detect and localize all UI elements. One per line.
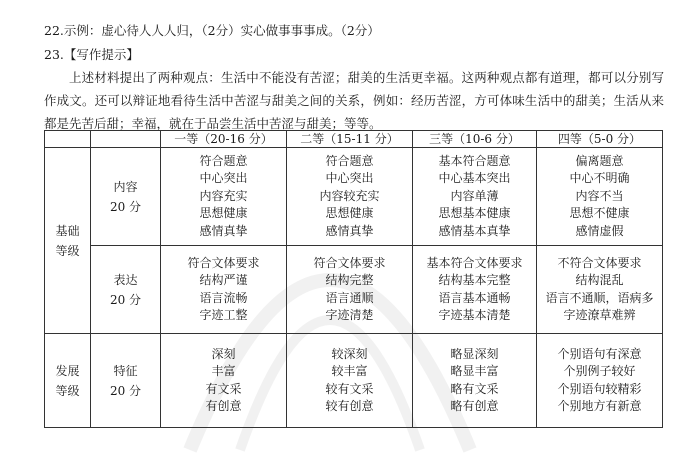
- cell-line: 字迹清楚: [325, 308, 374, 322]
- cell-expression-grade-2: [287, 246, 413, 334]
- header-grade-3: 三等（10-6 分）: [413, 131, 537, 148]
- cell-content-grade-3: [413, 148, 537, 246]
- cell-line: 语言通顺: [325, 290, 374, 305]
- cell-line: 略显深刻: [450, 346, 499, 361]
- header-blank-1: [45, 131, 91, 148]
- cell-line: 中心突出: [199, 171, 248, 186]
- row-label-expression: [91, 246, 161, 334]
- cell-line: 中心不明确: [569, 171, 630, 186]
- cell-line: 个别例子较好: [563, 364, 636, 378]
- row-label-line: 20 分: [109, 292, 142, 307]
- cell-line: 思想健康: [325, 206, 374, 221]
- cell-feature-grade-3: [413, 334, 537, 428]
- cell-line: 字迹工整: [199, 308, 248, 322]
- row-label-line: 内容: [113, 179, 138, 194]
- group-dev-line-2: 等级: [55, 383, 80, 398]
- cell-line: 感情基本真挚: [438, 223, 511, 238]
- cell-feature-grade-4: [537, 334, 663, 428]
- cell-line: 感情真挚: [199, 223, 248, 238]
- group-dev-line-1: 发展: [55, 363, 80, 378]
- cell-expression-grade-4: [537, 246, 663, 334]
- cell-content-grade-1: [161, 148, 287, 246]
- cell-line: 丰富: [211, 364, 236, 378]
- header-grade-1: 一等（20-16 分）: [161, 131, 287, 148]
- cell-line: 结构基本完整: [438, 273, 511, 287]
- cell-line: 语言基本通畅: [438, 290, 511, 305]
- cell-line: 较深刻: [331, 346, 368, 361]
- cell-line: 结构严谨: [199, 273, 248, 287]
- cell-feature-grade-1: [161, 334, 287, 428]
- group-basic-line-2: 等级: [55, 243, 80, 258]
- question-23-title: 23.【写作提示】: [44, 47, 139, 62]
- cell-line: 感情虚假: [575, 223, 624, 238]
- cell-line: 较有创意: [325, 399, 374, 413]
- header-blank-2: [91, 131, 161, 148]
- writing-hint-paragraph: 上述材料提出了两种观点：生活中不能没有苦涩；甜美的生活更幸福。这两种观点都有道理，都可以分别写作成文。还可以辩证地看待生活中苦涩与甜美之间的关系，例如：经历苦涩，方可体味生活中的甜美；生活从来都是先苦后甜；幸福，就在于品尝生活中苦涩与甜美；等等。: [44, 70, 664, 131]
- cell-line: 不符合文体要求: [557, 255, 642, 270]
- cell-line: 字迹基本清楚: [438, 308, 511, 322]
- row-label-line: 20 分: [109, 199, 142, 214]
- cell-line: 略有创意: [450, 399, 499, 413]
- cell-line: 符合文体要求: [313, 255, 386, 270]
- cell-line: 个别语句有深意: [557, 346, 642, 361]
- table-row-feature: [45, 334, 663, 428]
- header-grade-2: 二等（15-11 分）: [287, 131, 413, 148]
- cell-line: 中心突出: [325, 171, 374, 186]
- group-basic-level: [45, 148, 91, 334]
- cell-line: 思想健康: [199, 206, 248, 221]
- cell-line: 内容充实: [199, 188, 248, 203]
- cell-feature-grade-2: [287, 334, 413, 428]
- row-label-line: 20 分: [109, 383, 142, 398]
- cell-line: 深刻: [211, 346, 236, 361]
- cell-line: 感情真挚: [325, 223, 374, 238]
- cell-line: 较丰富: [331, 364, 368, 378]
- cell-line: 思想不健康: [569, 206, 630, 221]
- scoring-rubric-table: [44, 130, 663, 428]
- header-grade-4: 四等（5-0 分）: [537, 131, 663, 148]
- cell-line: 字迹潦草难辨: [563, 308, 636, 322]
- cell-line: 个别地方有新意: [557, 399, 642, 413]
- table-row-content: [45, 148, 663, 246]
- cell-line: 结构完整: [325, 273, 374, 287]
- cell-line: 内容不当: [575, 188, 624, 203]
- row-label-line: 表达: [113, 272, 138, 287]
- cell-line: 基本符合题意: [438, 153, 511, 168]
- cell-line: 个别语句较精彩: [557, 381, 642, 396]
- cell-line: 偏离题意: [575, 153, 624, 168]
- cell-content-grade-2: [287, 148, 413, 246]
- group-basic-line-1: 基础: [55, 223, 80, 238]
- cell-line: 语言流畅: [199, 290, 248, 305]
- cell-line: 内容单薄: [450, 188, 499, 203]
- cell-expression-grade-1: [161, 246, 287, 334]
- cell-line: 语言不通顺，语病多: [545, 290, 654, 305]
- cell-line: 符合题意: [325, 153, 374, 168]
- cell-line: 略显丰富: [450, 364, 499, 378]
- cell-line: 略有文采: [450, 381, 499, 396]
- row-label-content: [91, 148, 161, 246]
- table-row-expression: [45, 246, 663, 334]
- cell-line: 符合题意: [199, 153, 248, 168]
- cell-line: 有创意: [205, 399, 242, 413]
- cell-line: 较有文采: [325, 381, 374, 396]
- answer-22: 22.示例：虚心待人人人归，（2分）实心做事事事成。（2分）: [44, 23, 380, 38]
- cell-line: 思想基本健康: [438, 206, 511, 221]
- cell-expression-grade-3: [413, 246, 537, 334]
- row-label-feature: [91, 334, 161, 428]
- cell-line: 内容较充实: [319, 188, 380, 203]
- cell-content-grade-4: [537, 148, 663, 246]
- table-header-row: [45, 131, 663, 148]
- cell-line: 基本符合文体要求: [426, 255, 523, 270]
- group-development-level: [45, 334, 91, 428]
- row-label-line: 特征: [113, 363, 138, 378]
- cell-line: 有文采: [205, 381, 242, 396]
- cell-line: 中心基本突出: [438, 171, 511, 186]
- cell-line: 结构混乱: [575, 273, 624, 287]
- cell-line: 符合文体要求: [187, 255, 260, 270]
